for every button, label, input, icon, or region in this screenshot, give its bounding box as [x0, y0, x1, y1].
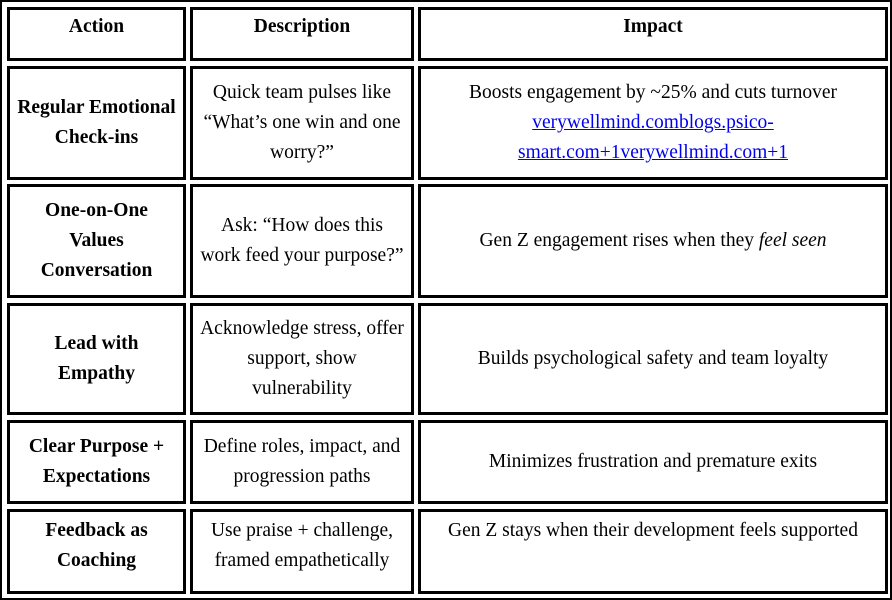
row-1-impact [418, 66, 888, 180]
header-description: Description [190, 7, 414, 61]
row-1-description: Quick team pulses like “What’s one win and one worry?” [190, 66, 414, 180]
row-5-description: Use praise + challenge, framed empathetically [190, 509, 414, 594]
row-4-description: Define roles, impact, and progression paths [190, 420, 414, 504]
header-action: Action [7, 7, 186, 61]
row-3-action: Lead with Empathy [7, 303, 186, 415]
row-3-description: Acknowledge stress, offer support, show vulnerability [190, 303, 414, 415]
row-5-impact: Gen Z stays when their development feels supported [418, 509, 888, 594]
row-1-impact-text: Boosts engagement by ~25% and cuts turnover [469, 82, 837, 103]
row-2-impact-emphasis: feel seen [758, 230, 827, 251]
row-4-impact: Minimizes frustration and premature exits [418, 420, 888, 504]
row-1-source-link[interactable]: verywellmind.comblogs.psico-smart.com+1verywellmind.com+1 [517, 112, 789, 163]
header-impact: Impact [418, 7, 888, 61]
row-4-action: Clear Purpose + Expectations [7, 420, 186, 504]
row-2-impact [418, 184, 888, 298]
row-2-impact-text: Gen Z engagement rises when they [479, 230, 754, 251]
row-5-action: Feedback as Coaching [7, 509, 186, 594]
row-2-impact-content [479, 226, 826, 256]
row-2-description: Ask: “How does this work feed your purpose?” [190, 184, 414, 298]
row-3-impact: Builds psychological safety and team loyalty [418, 303, 888, 415]
row-1-action: Regular Emotional Check-ins [7, 66, 186, 180]
row-2-action: One-on-One Values Conversation [7, 184, 186, 298]
row-1-impact-content [427, 78, 879, 168]
